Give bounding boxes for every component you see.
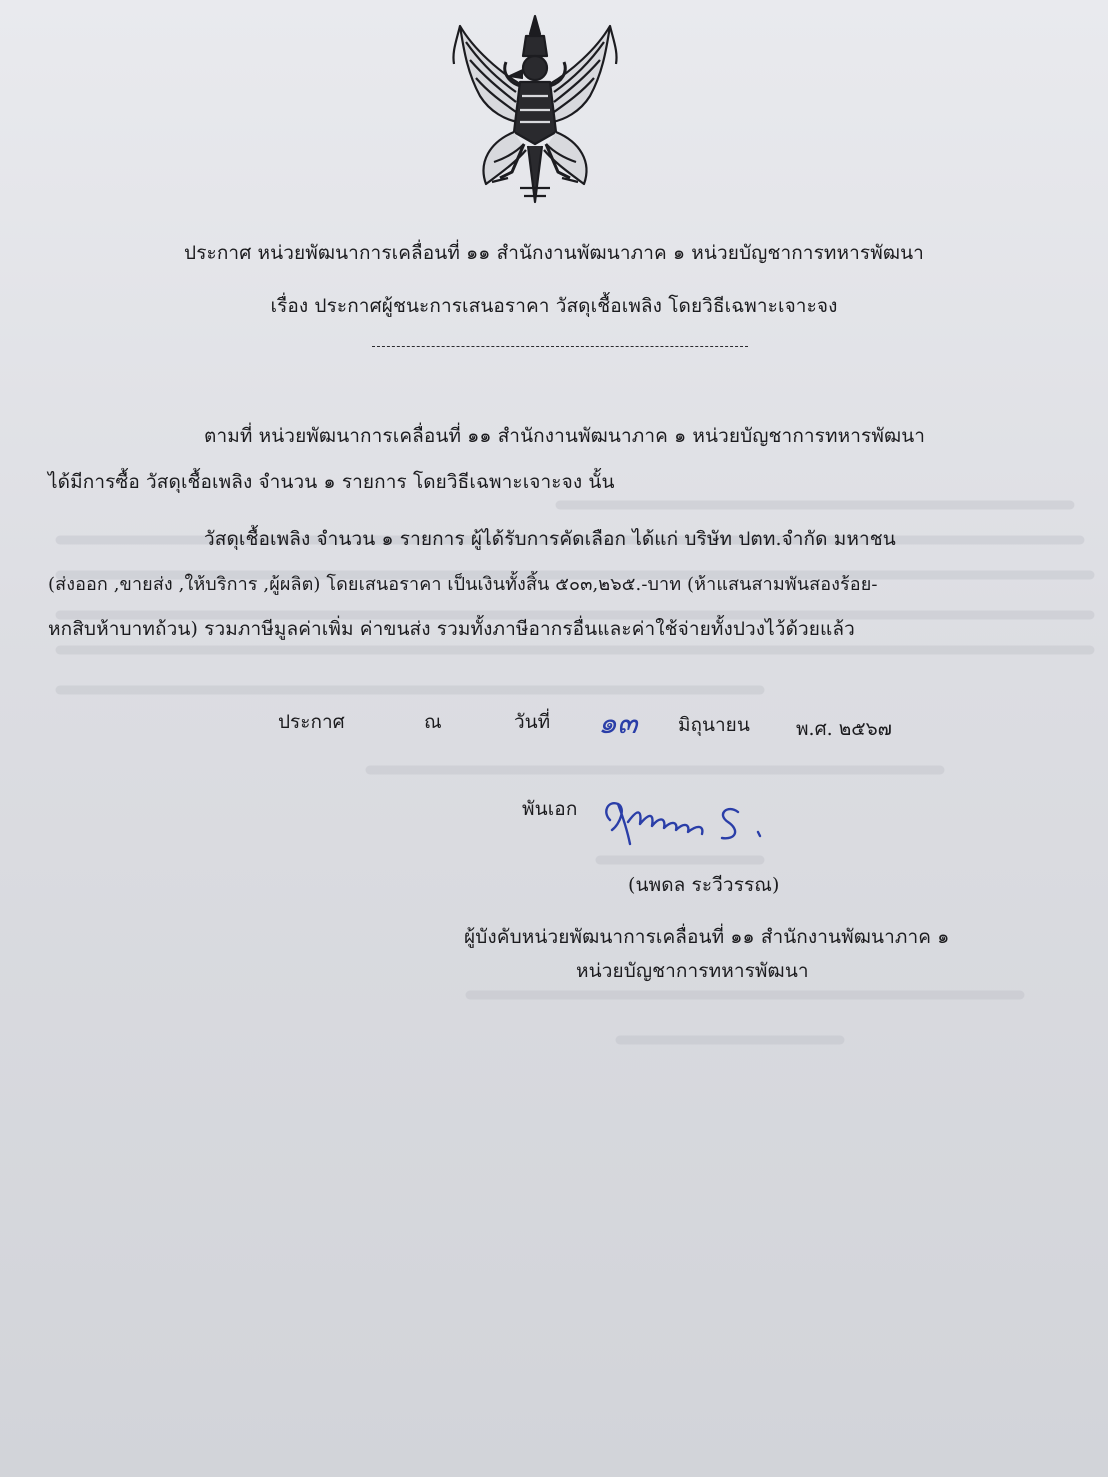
body-paragraph-1-line-2: ได้มีการซื้อ วัสดุเชื้อเพลิง จำนวน ๑ รายการ โดยวิธีเฉพาะเจาะจง นั้น: [48, 471, 615, 493]
announcement-title: ประกาศ หน่วยพัฒนาการเคลื่อนที่ ๑๑ สำนักงานพัฒนาภาค ๑ หน่วยบัญชาการทหารพัฒนา: [184, 242, 924, 264]
signer-position-line-2: หน่วยบัญชาการทหารพัฒนา: [576, 960, 809, 982]
date-at-label: ณ: [424, 711, 442, 733]
body-paragraph-2-line-3: หกสิบห้าบาทถ้วน) รวมภาษีมูลค่าเพิ่ม ค่าขนส่ง รวมทั้งภาษีอากรอื่นและค่าใช้จ่ายทั้งปวงไว้ด้วยแล้ว: [48, 618, 855, 640]
date-announced-label: ประกาศ: [278, 711, 345, 733]
announcement-subject: เรื่อง ประกาศผู้ชนะการเสนอราคา วัสดุเชื้อเพลิง โดยวิธีเฉพาะเจาะจง: [270, 295, 838, 317]
handwritten-day: ๑๓: [598, 706, 638, 741]
dashed-divider: [372, 346, 748, 347]
date-year: พ.ศ. ๒๕๖๗: [796, 718, 892, 740]
date-month: มิถุนายน: [678, 714, 750, 736]
garuda-emblem-icon: [450, 12, 620, 208]
handwritten-signature: [598, 790, 798, 850]
date-day-label: วันที่: [514, 711, 551, 733]
signer-position-line-1: ผู้บังคับหน่วยพัฒนาการเคลื่อนที่ ๑๑ สำนักงานพัฒนาภาค ๑: [464, 926, 950, 948]
body-paragraph-2-line-2: (ส่งออก ,ขายส่ง ,ให้บริการ ,ผู้ผลิต) โดยเสนอราคา เป็นเงินทั้งสิ้น ๕๐๓,๒๖๕.-บาท (ห้าแสนสามพันสองร้อย-: [48, 574, 878, 595]
body-paragraph-2-line-1: วัสดุเชื้อเพลิง จำนวน ๑ รายการ ผู้ได้รับการคัดเลือก ได้แก่ บริษัท ปตท.จำกัด มหาชน: [204, 528, 896, 550]
body-paragraph-1-line-1: ตามที่ หน่วยพัฒนาการเคลื่อนที่ ๑๑ สำนักงานพัฒนาภาค ๑ หน่วยบัญชาการทหารพัฒนา: [204, 425, 926, 447]
signer-rank: พันเอก: [522, 798, 578, 820]
signer-name: (นพดล ระวีวรรณ): [628, 874, 780, 896]
signature-stroke: [598, 790, 798, 850]
